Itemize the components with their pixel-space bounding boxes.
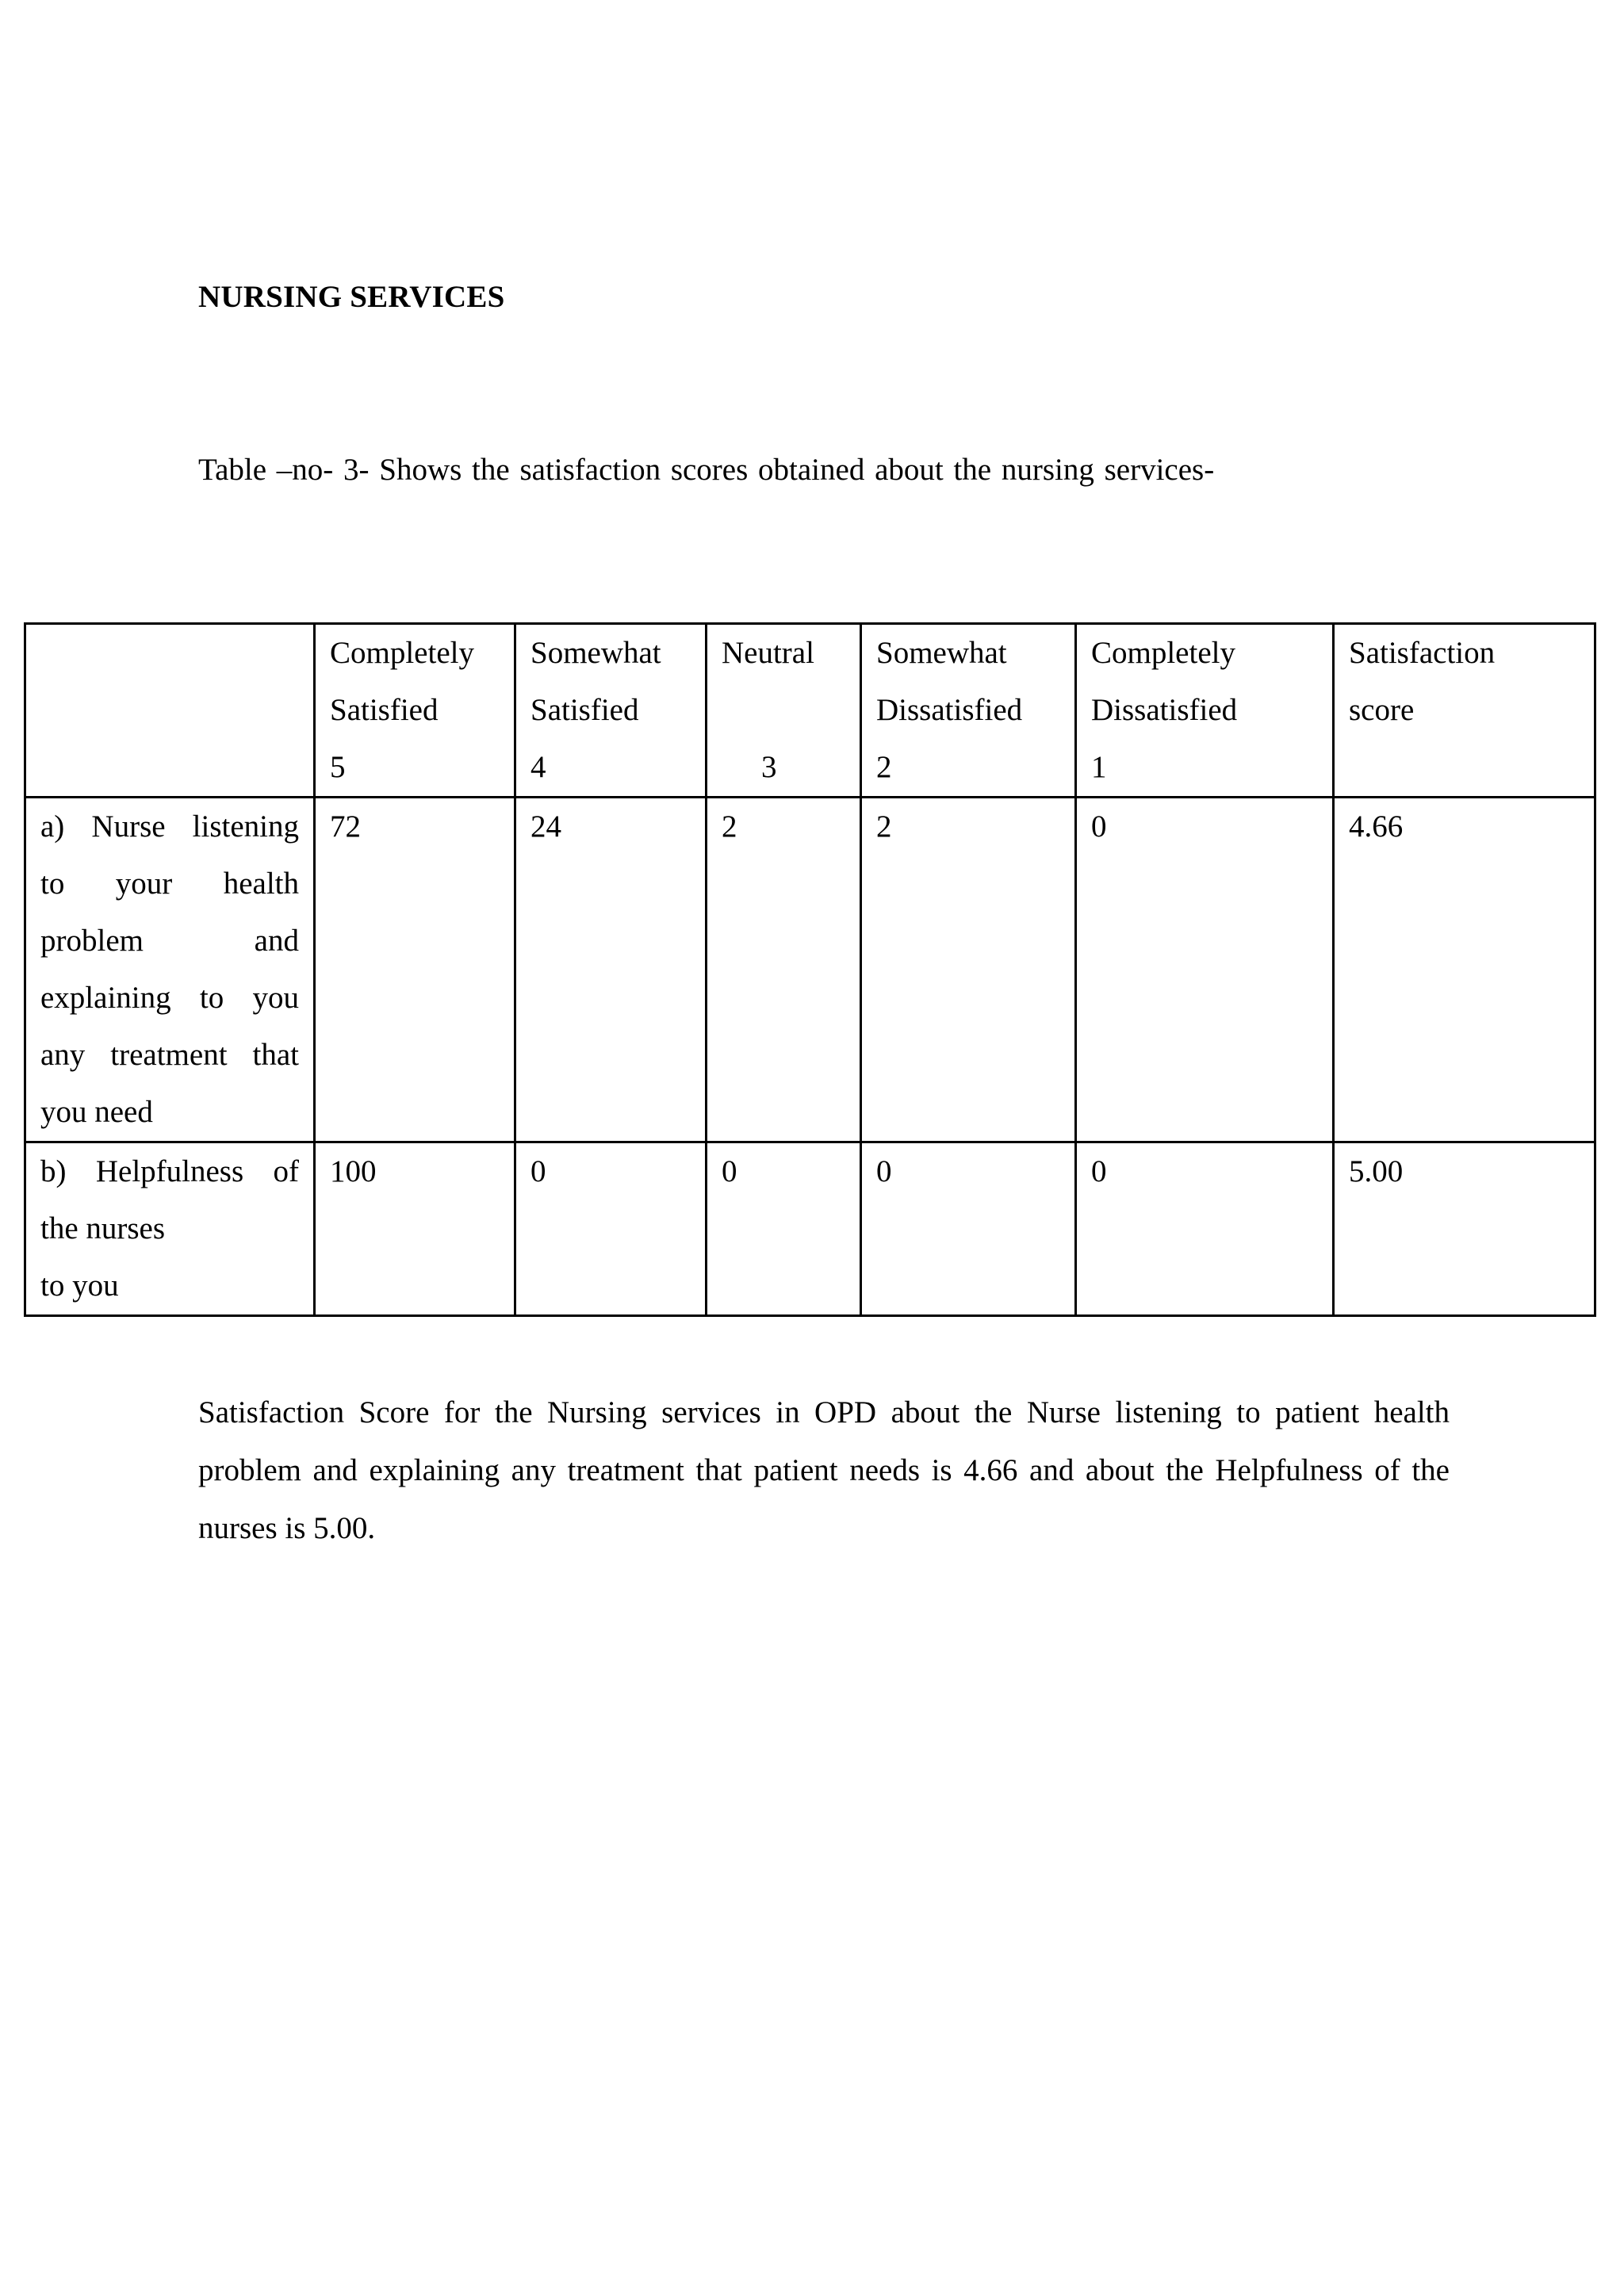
page-heading: NURSING SERVICES xyxy=(198,280,505,314)
row-label-line: you need xyxy=(40,1095,153,1129)
header-rating: 5 xyxy=(330,750,346,784)
header-line: Satisfied xyxy=(530,693,639,727)
header-line: Dissatisfied xyxy=(1091,693,1238,727)
header-line: Completely xyxy=(1091,636,1235,670)
header-rating: 2 xyxy=(876,750,892,784)
header-line: Satisfied xyxy=(330,693,439,727)
header-rating: 4 xyxy=(530,750,546,784)
row-label-line: to your health xyxy=(40,867,299,901)
header-neutral xyxy=(707,624,861,798)
satisfaction-table xyxy=(24,622,1596,1317)
cell-neutral: 2 xyxy=(707,798,861,1142)
header-line: Neutral xyxy=(722,636,814,670)
cell-completely-satisfied: 100 xyxy=(315,1142,515,1316)
row-label xyxy=(25,1142,315,1316)
table-caption: Table –no- 3- Shows the satisfaction scores obtained about the nursing services- xyxy=(198,453,1215,487)
cell-neutral: 0 xyxy=(707,1142,861,1316)
header-line: Somewhat xyxy=(876,636,1007,670)
row-label xyxy=(25,798,315,1142)
header-empty-cell xyxy=(25,624,315,798)
header-completely-dissatisfied xyxy=(1076,624,1334,798)
row-label-line: any treatment that xyxy=(40,1038,299,1072)
header-rating: 3 xyxy=(761,750,777,784)
cell-completely-satisfied: 72 xyxy=(315,798,515,1142)
header-line xyxy=(1349,739,1580,796)
header-rating: 1 xyxy=(1091,750,1107,784)
cell-completely-dissatisfied: 0 xyxy=(1076,1142,1334,1316)
header-line: Satisfaction xyxy=(1349,636,1496,670)
summary-paragraph: Satisfaction Score for the Nursing services in OPD about the Nurse listening to patient health problem and explaining any treatment that patient needs is 4.66 and about the Helpfulness of the nurses is 5.00. xyxy=(198,1395,1450,1545)
table-header-row xyxy=(25,624,1595,798)
cell-satisfaction-score: 4.66 xyxy=(1334,798,1595,1142)
row-label-line: problem and xyxy=(40,924,299,958)
header-line: Dissatisfied xyxy=(876,693,1023,727)
cell-somewhat-dissatisfied: 0 xyxy=(861,1142,1076,1316)
row-label-line: explaining to you xyxy=(40,981,299,1015)
header-line xyxy=(722,682,845,739)
cell-satisfaction-score: 5.00 xyxy=(1334,1142,1595,1316)
row-label-line: b) Helpfulness of xyxy=(40,1154,299,1188)
header-somewhat-satisfied xyxy=(515,624,707,798)
header-satisfaction-score xyxy=(1334,624,1595,798)
cell-somewhat-dissatisfied: 2 xyxy=(861,798,1076,1142)
header-somewhat-dissatisfied xyxy=(861,624,1076,798)
cell-completely-dissatisfied: 0 xyxy=(1076,798,1334,1142)
table-row xyxy=(25,1142,1595,1316)
header-line: Completely xyxy=(330,636,474,670)
header-line: Somewhat xyxy=(530,636,661,670)
row-label-line: a) Nurse listening xyxy=(40,809,299,844)
header-line: score xyxy=(1349,693,1415,727)
row-label-line: the nurses xyxy=(40,1211,166,1246)
row-label-line: to you xyxy=(40,1269,119,1303)
header-completely-satisfied xyxy=(315,624,515,798)
cell-somewhat-satisfied: 24 xyxy=(515,798,707,1142)
cell-somewhat-satisfied: 0 xyxy=(515,1142,707,1316)
table-row xyxy=(25,798,1595,1142)
